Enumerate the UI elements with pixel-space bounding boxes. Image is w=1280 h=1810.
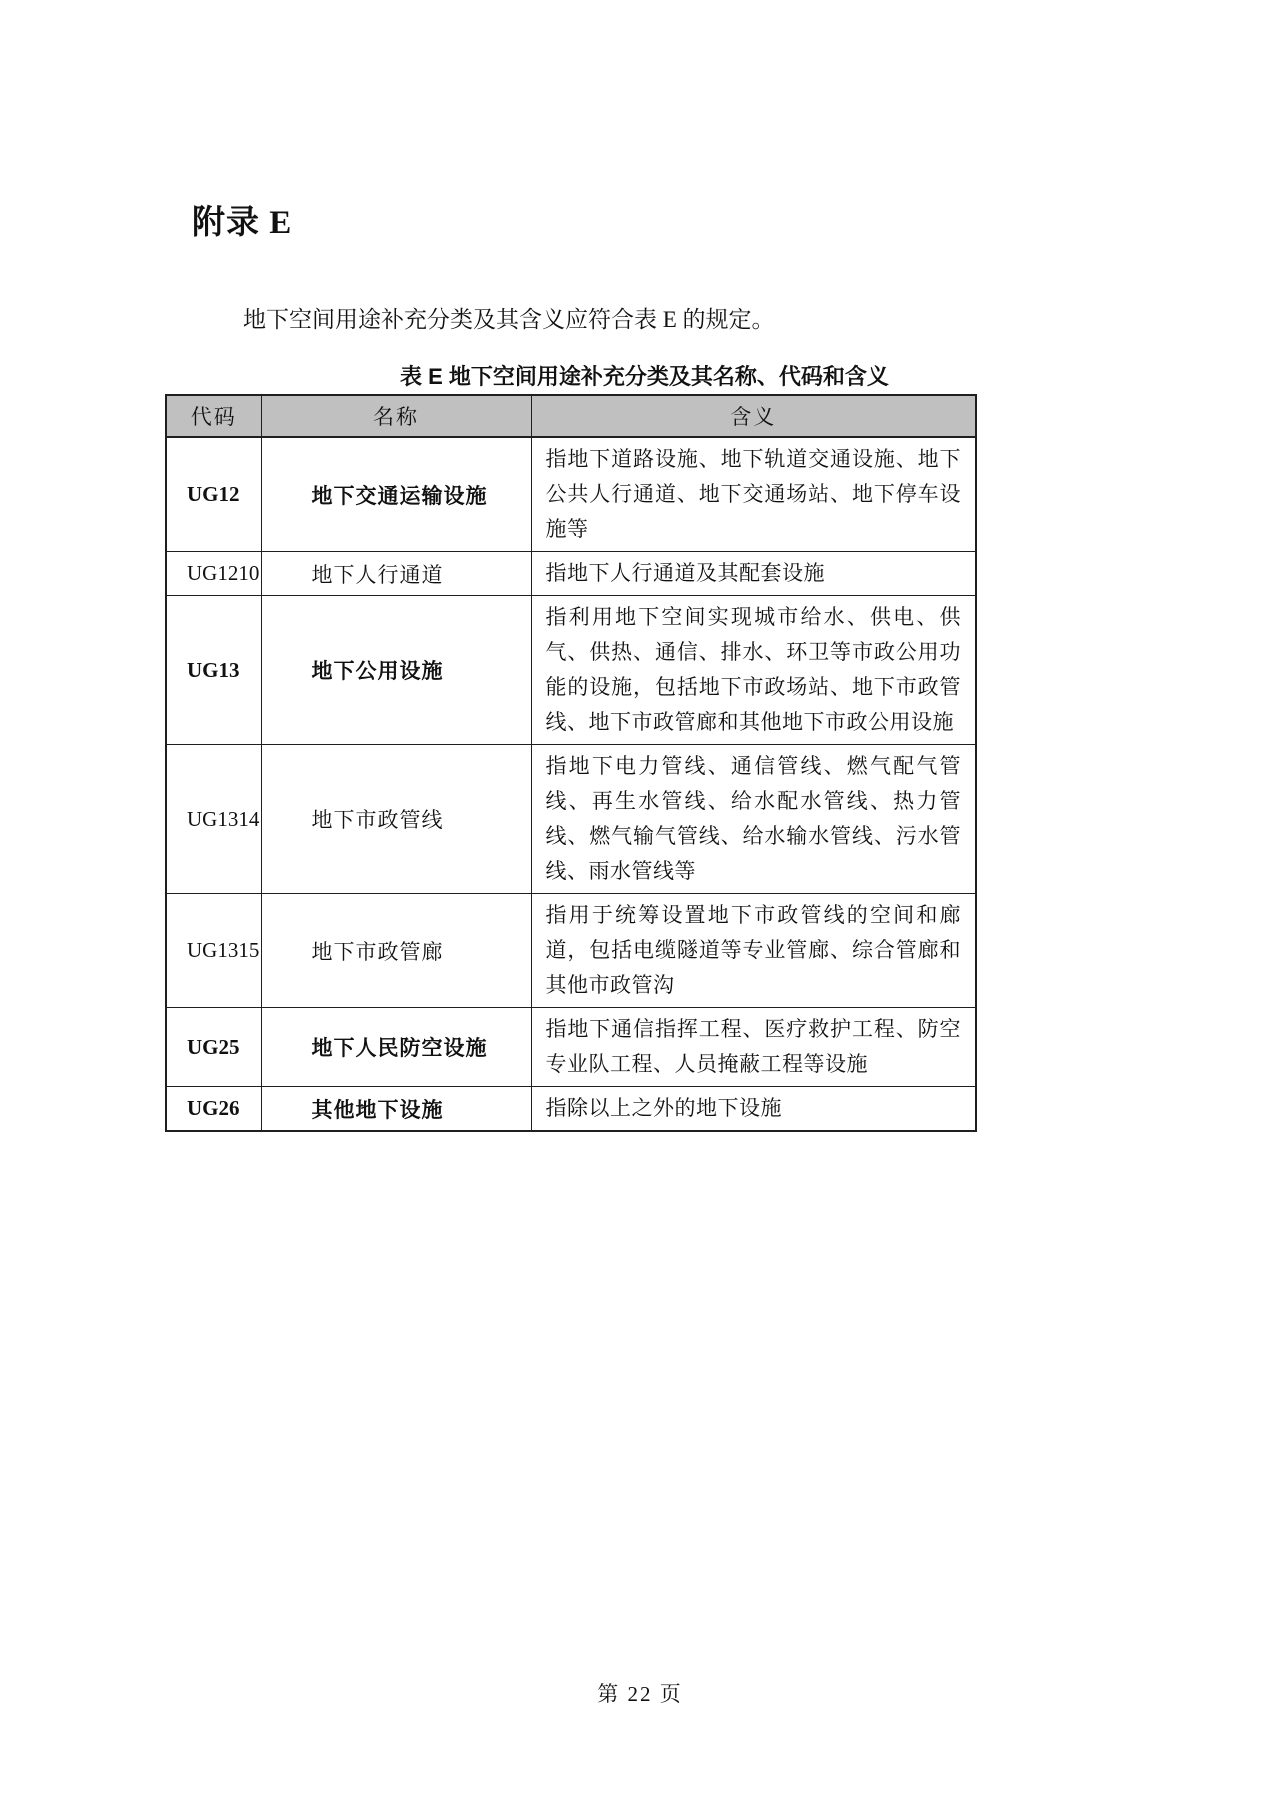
appendix-title: 附录 E [192,205,293,241]
name-cell: 其他地下设施 [261,1087,531,1132]
intro-paragraph: 地下空间用途补充分类及其含义应符合表 E 的规定。 [243,307,775,332]
code-cell: UG25 [166,1008,261,1087]
meaning-cell: 指地下道路设施、地下轨道交通设施、地下公共人行通道、地下交通场站、地下停车设施等 [531,437,976,552]
code-cell: UG1314 [166,745,261,894]
name-cell: 地下人行通道 [261,552,531,596]
code-cell: UG12 [166,437,261,552]
meaning-cell: 指地下通信指挥工程、医疗救护工程、防空专业队工程、人员掩蔽工程等设施 [531,1008,976,1087]
table-row [166,894,976,1008]
code-cell: UG1315 [166,894,261,1008]
table-body [166,437,976,1131]
table-row [166,596,976,745]
name-cell: 地下交通运输设施 [261,437,531,552]
meaning-cell: 指地下电力管线、通信管线、燃气配气管线、再生水管线、给水配水管线、热力管线、燃气输气管线、给水输水管线、污水管线、雨水管线等 [531,745,976,894]
name-cell: 地下人民防空设施 [261,1008,531,1087]
table-row [166,1008,976,1087]
table-row [166,745,976,894]
classification-table [165,394,977,1132]
meaning-cell: 指地下人行通道及其配套设施 [531,552,976,596]
table-row [166,552,976,596]
code-cell: UG1210 [166,552,261,596]
meaning-cell: 指用于统筹设置地下市政管线的空间和廊道，包括电缆隧道等专业管廊、综合管廊和其他市政管沟 [531,894,976,1008]
table-header-row [166,395,976,437]
name-cell: 地下公用设施 [261,596,531,745]
page-footer: 第 22 页 [597,1682,683,1706]
name-cell: 地下市政管廊 [261,894,531,1008]
meaning-cell: 指除以上之外的地下设施 [531,1087,976,1132]
code-cell: UG13 [166,596,261,745]
table-row [166,437,976,552]
column-header-meaning: 含义 [531,395,976,437]
meaning-cell: 指利用地下空间实现城市给水、供电、供气、供热、通信、排水、环卫等市政公用功能的设施，包括地下市政场站、地下市政管线、地下市政管廊和其他地下市政公用设施 [531,596,976,745]
code-cell: UG26 [166,1087,261,1132]
column-header-code: 代码 [166,395,261,437]
table-row [166,1087,976,1132]
table-caption: 表 E 地下空间用途补充分类及其名称、代码和含义 [400,364,889,389]
column-header-name: 名称 [261,395,531,437]
name-cell: 地下市政管线 [261,745,531,894]
